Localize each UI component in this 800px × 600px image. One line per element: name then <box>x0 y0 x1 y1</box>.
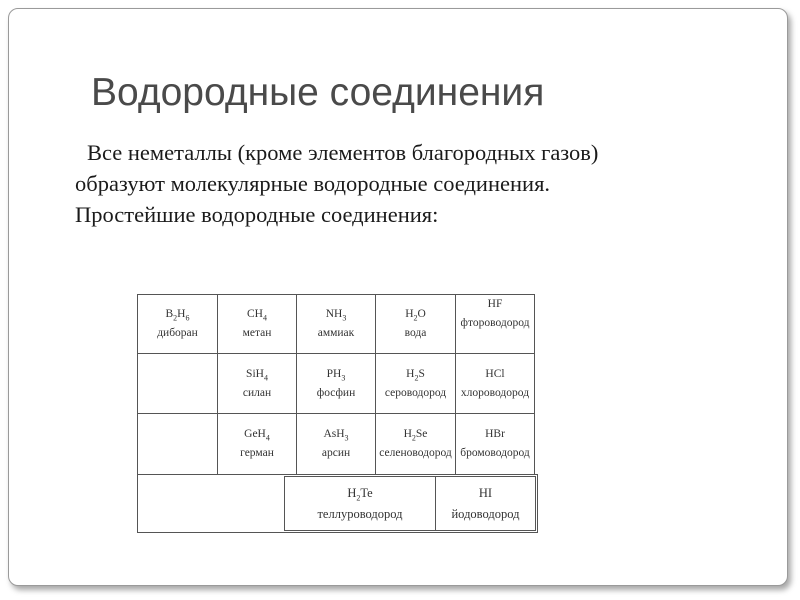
table-cell-hf <box>455 294 535 354</box>
compound-name: бромоводород <box>460 447 530 459</box>
table-cell-hi <box>435 476 536 531</box>
compound-name: арсин <box>321 447 351 459</box>
table-cell-sih4 <box>217 353 297 414</box>
formula: HI <box>478 485 493 500</box>
compound-name: сероводород <box>384 386 447 399</box>
formula: HF <box>487 298 503 310</box>
table-cell-h2se <box>375 413 456 475</box>
table-cell-hbr <box>455 413 535 475</box>
slide-title: Водородные соединения <box>91 71 545 114</box>
compound-name: фтороводород <box>460 317 530 329</box>
table-cell-ch4 <box>217 294 297 354</box>
compound-name: фосфин <box>316 386 356 399</box>
formula: $PH_3$ <box>326 367 346 382</box>
table-cell-nh3 <box>296 294 376 354</box>
compound-name: вода <box>404 327 427 339</box>
formula: SiH$_4$ <box>246 367 268 382</box>
table-cell-empty <box>137 353 218 414</box>
table-cell-h2o <box>375 294 456 354</box>
slide-paragraph <box>75 137 765 230</box>
paragraph-line: образуют молекулярные водородные соединения. <box>75 171 551 196</box>
table-cell-b2h6 <box>137 294 218 354</box>
compound-name: хлороводород <box>460 386 530 399</box>
compound-name: селеноводород <box>379 447 452 459</box>
formula: $H_2Se$ <box>403 428 428 443</box>
paragraph-line: Все неметаллы (кроме элементов благородных газов) <box>87 140 599 165</box>
formula: $CH_4$ <box>247 308 267 323</box>
compound-name: герман <box>240 447 274 459</box>
formula: $B_2H_6$ <box>165 308 190 323</box>
formula: AsH$_3$ <box>323 428 349 443</box>
compound-name: диборан <box>157 327 198 339</box>
compound-name: силан <box>242 386 272 399</box>
table-cell-h2te <box>284 476 436 531</box>
table-cell-geh4 <box>217 413 297 475</box>
table-cell-ash3 <box>296 413 376 475</box>
formula: HCl <box>485 367 505 380</box>
formula: $H_2Te$ <box>347 485 373 502</box>
formula: GeH$_4$ <box>244 428 270 443</box>
compound-name: йодоводород <box>451 506 520 521</box>
table-cell-ph3 <box>296 353 376 414</box>
table-cell-h2s <box>375 353 456 414</box>
compound-name: метан <box>242 327 272 339</box>
formula: $NH_3$ <box>325 308 347 323</box>
compound-name: теллуроводород <box>317 506 403 521</box>
formula: $H_2O$ <box>405 308 426 323</box>
paragraph-line: Простейшие водородные соединения: <box>75 202 439 227</box>
formula: HBr <box>485 428 505 440</box>
table-cell-empty <box>137 413 218 475</box>
table-cell-hcl <box>455 353 535 414</box>
compound-name: аммиак <box>317 327 355 339</box>
formula: $H_2S$ <box>406 367 425 382</box>
